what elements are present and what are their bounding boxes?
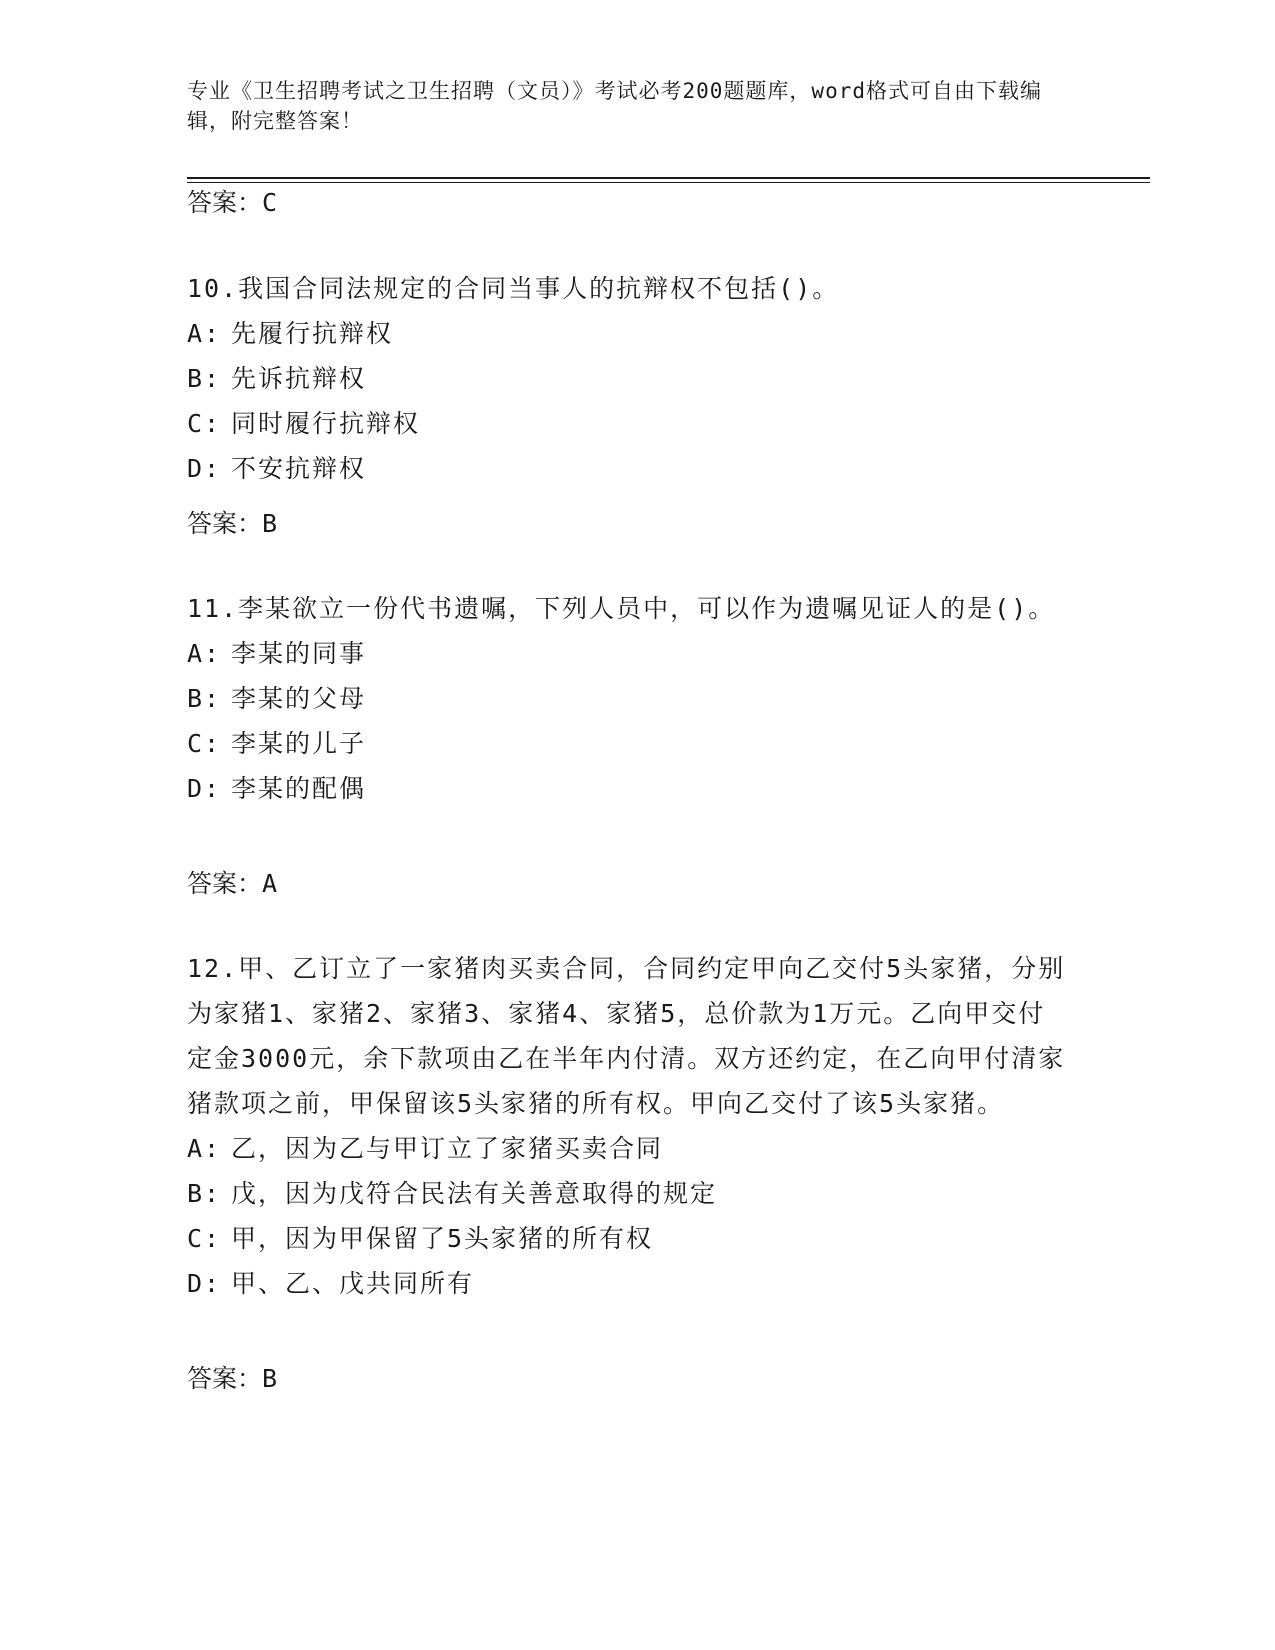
option-c: [187, 1216, 1067, 1261]
document-header: 专业《卫生招聘考试之卫生招聘（文员）》考试必考200题题库，word格式可自由下载编辑，附完整答案！: [187, 79, 1042, 133]
answer-line: [187, 186, 277, 220]
question-block: [187, 946, 1067, 1306]
option-b: [187, 356, 1067, 401]
option-key: D:: [187, 1269, 222, 1298]
option-text: 戊，因为戊符合民法有关善意取得的规定: [231, 1179, 718, 1208]
option-d: [187, 766, 1067, 811]
option-key: C:: [187, 1224, 222, 1253]
option-key: A:: [187, 1134, 222, 1163]
header-divider-thick: [187, 177, 1150, 179]
option-text: 李某的同事: [231, 639, 367, 668]
question-stem: 10.我国合同法规定的合同当事人的抗辩权不包括()。: [187, 274, 840, 303]
option-text: 先诉抗辩权: [231, 364, 367, 393]
option-key: A:: [187, 319, 222, 348]
question-block: [187, 586, 1067, 811]
option-a: [187, 631, 1067, 676]
option-text: 李某的父母: [231, 684, 367, 713]
option-d: [187, 1261, 1067, 1306]
answer-label: 答案：: [187, 509, 263, 538]
option-d: [187, 446, 1067, 491]
question-stem: 12.甲、乙订立了一家猪肉买卖合同，合同约定甲向乙交付5头家猪，分别为家猪1、家猪2、家猪3、家猪4、家猪5，总价款为1万元。乙向甲交付定金3000元，余下款项由乙在半年内付清。双方还约定，在乙向甲付清家猪款项之前，甲保留该5头家猪的所有权。甲向乙交付了该5头家猪。: [187, 954, 1066, 1118]
option-text: 李某的配偶: [231, 774, 367, 803]
answer-line: [187, 507, 277, 541]
option-key: C:: [187, 409, 222, 438]
option-text: 甲，因为甲保留了5头家猪的所有权: [231, 1224, 654, 1253]
option-a: [187, 311, 1067, 356]
option-text: 不安抗辩权: [231, 454, 367, 483]
header-divider-thin: [187, 182, 1150, 183]
option-b: [187, 676, 1067, 721]
answer-value: C: [262, 188, 278, 217]
option-c: [187, 401, 1067, 446]
option-c: [187, 721, 1067, 766]
option-a: [187, 1126, 1067, 1171]
answer-line: [187, 1362, 277, 1396]
option-key: B:: [187, 1179, 222, 1208]
option-text: 同时履行抗辩权: [231, 409, 421, 438]
option-key: B:: [187, 364, 222, 393]
answer-value: A: [262, 869, 278, 898]
option-key: C:: [187, 729, 222, 758]
question-stem: 11.李某欲立一份代书遗嘱，下列人员中，可以作为遗嘱见证人的是()。: [187, 594, 1056, 623]
answer-value: B: [262, 509, 278, 538]
answer-line: [187, 867, 277, 901]
option-key: D:: [187, 774, 222, 803]
answer-label: 答案：: [187, 1364, 263, 1393]
option-text: 乙，因为乙与甲订立了家猪买卖合同: [231, 1134, 664, 1163]
question-block: [187, 266, 1067, 491]
answer-label: 答案：: [187, 188, 263, 217]
answer-value: B: [262, 1364, 278, 1393]
option-text: 先履行抗辩权: [231, 319, 394, 348]
option-key: B:: [187, 684, 222, 713]
answer-label: 答案：: [187, 869, 263, 898]
option-text: 李某的儿子: [231, 729, 367, 758]
option-key: A:: [187, 639, 222, 668]
option-key: D:: [187, 454, 222, 483]
option-b: [187, 1171, 1067, 1216]
option-text: 甲、乙、戊共同所有: [231, 1269, 475, 1298]
